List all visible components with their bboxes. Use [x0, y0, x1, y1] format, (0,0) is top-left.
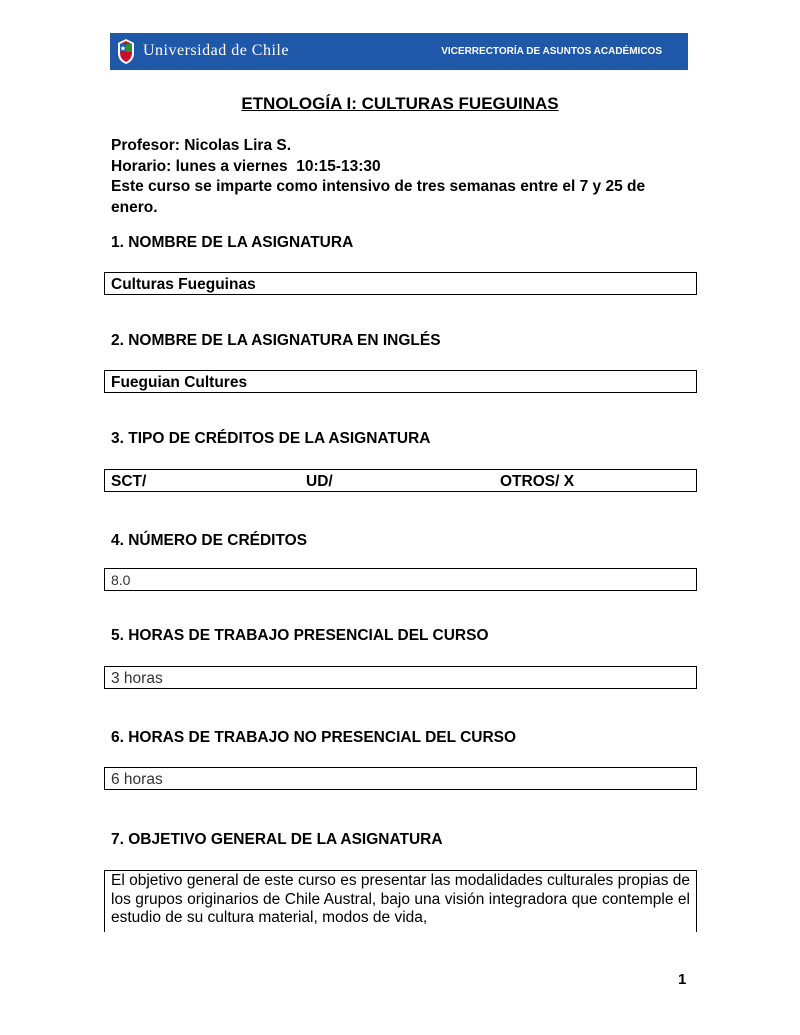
course-note: Este curso se imparte como intensivo de tres semanas entre el 7 y 25 de enero. — [111, 178, 646, 216]
remote-hours-value: 6 horas — [111, 771, 163, 788]
section-4-box — [104, 568, 697, 591]
in-person-hours-value: 3 horas — [111, 670, 163, 687]
section-5-box — [104, 666, 697, 689]
subject-name-english-value: Fueguian Cultures — [111, 374, 248, 391]
credit-types-row — [111, 472, 690, 491]
section-3-box — [104, 469, 697, 492]
professor-line: Profesor: Nicolas Lira S. — [111, 137, 292, 154]
section-1-box — [104, 272, 697, 295]
course-info — [111, 136, 691, 218]
schedule-line: Horario: lunes a viernes 10:15-13:30 — [111, 157, 381, 175]
section-3-heading: 3. TIPO DE CRÉDITOS DE LA ASIGNATURA — [111, 430, 431, 447]
university-crest-icon — [116, 38, 136, 65]
credit-count-value: 8.0 — [111, 572, 131, 588]
section-5-heading: 5. HORAS DE TRABAJO PRESENCIAL DEL CURSO — [111, 627, 489, 644]
section-7-heading: 7. OBJETIVO GENERAL DE LA ASIGNATURA — [111, 831, 443, 848]
credit-type-ud: UD/ — [306, 473, 333, 490]
document-title: ETNOLOGÍA I: CULTURAS FUEGUINAS — [241, 94, 559, 113]
credit-type-otros: OTROS/ X — [500, 473, 575, 490]
section-1-heading: 1. NOMBRE DE LA ASIGNATURA — [111, 234, 354, 251]
university-header-banner — [110, 33, 688, 70]
section-4-heading: 4. NÚMERO DE CRÉDITOS — [111, 532, 308, 549]
general-objective-text: El objetivo general de este curso es presentar las modalidades culturales propias de los grupos originarios de Chile Austral, bajo una visión integradora que contemple el estudio de su cultura material, modos de vida, — [111, 872, 691, 926]
section-6-box — [104, 767, 697, 790]
section-2-box — [104, 370, 697, 393]
section-2-heading: 2. NOMBRE DE LA ASIGNATURA EN INGLÉS — [111, 332, 441, 349]
subject-name-value: Culturas Fueguinas — [111, 276, 256, 293]
credit-type-sct: SCT/ — [111, 473, 147, 490]
vice-rectorate-name: VICERRECTORÍA DE ASUNTOS ACADÉMICOS — [441, 46, 662, 57]
university-name: Universidad de Chile — [143, 42, 289, 59]
section-6-heading: 6. HORAS DE TRABAJO NO PRESENCIAL DEL CURSO — [111, 729, 517, 746]
section-7-box — [104, 870, 697, 932]
page-number: 1 — [678, 971, 687, 988]
